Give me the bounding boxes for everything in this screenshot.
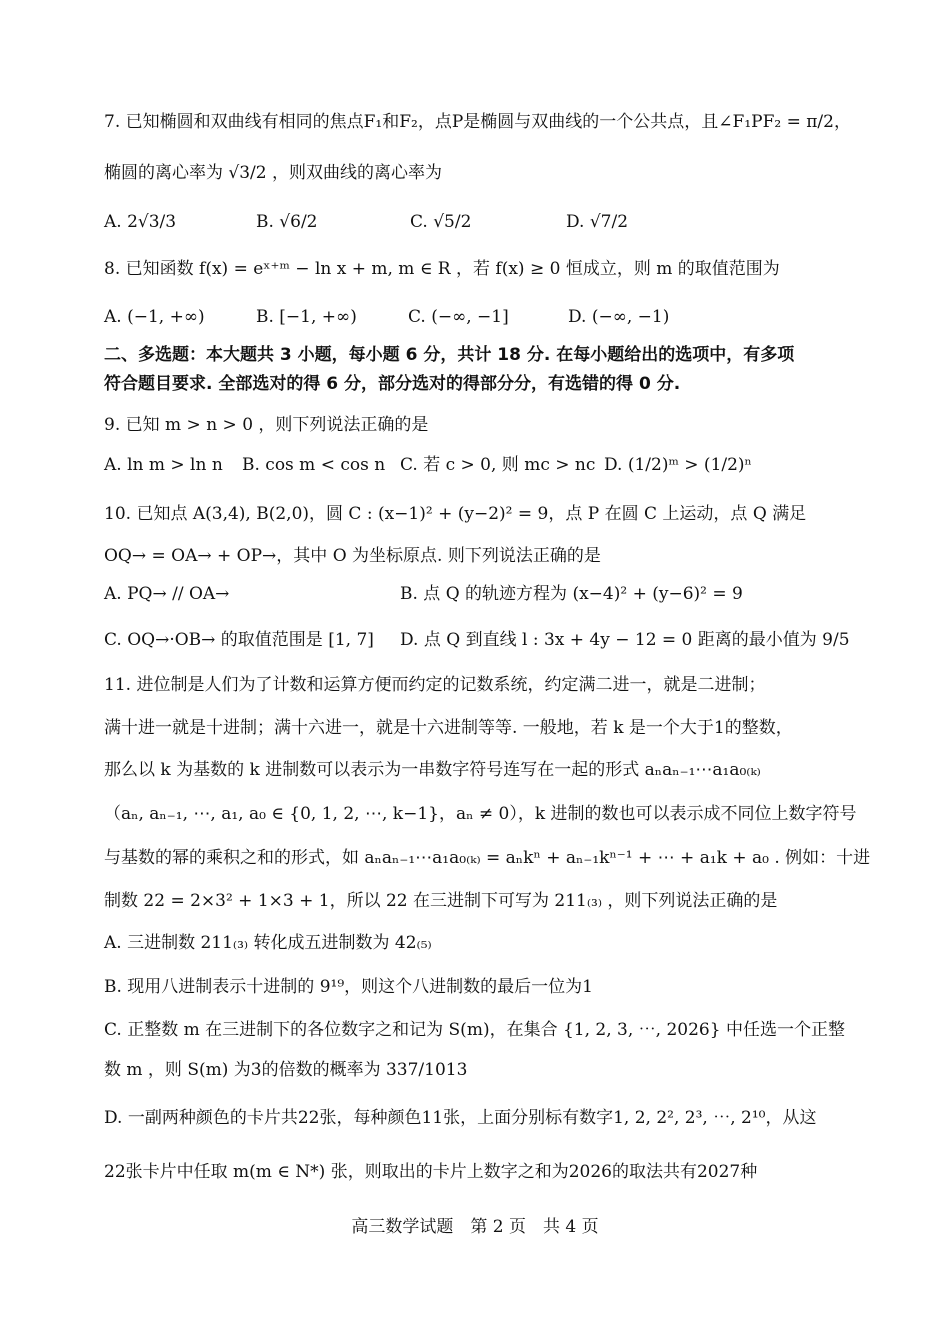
q10-stem-line1: 10. 已知点 A(3,4), B(2,0)，圆 C : (x−1)² + (y−2)² = 9，点 P 在圆 C 上运动，点 Q 满足	[104, 504, 807, 524]
q9-option-a: A. ln m > ln n	[104, 455, 223, 475]
q9-option-d: D. (1/2)ᵐ > (1/2)ⁿ	[604, 455, 752, 475]
q11-option-d-line1: D. 一副两种颜色的卡片共22张，每种颜色11张，上面分别标有数字1, 2, 2², 2³, ⋯, 2¹⁰，从这	[104, 1108, 817, 1128]
q11-option-d-line2: 22张卡片中任取 m(m ∈ N*) 张，则取出的卡片上数字之和为2026的取法共有2027种	[104, 1162, 758, 1182]
q7-stem-line1: 7. 已知椭圆和双曲线有相同的焦点F₁和F₂，点P是椭圆与双曲线的一个公共点，且∠F₁PF₂ = π/2，	[104, 112, 851, 132]
q10-stem-line2: OQ→ = OA→ + OP→，其中 O 为坐标原点. 则下列说法正确的是	[104, 546, 601, 566]
q7-option-a: A. 2√3/3	[104, 212, 177, 232]
q9-option-c: C. 若 c > 0, 则 mc > nc	[400, 455, 596, 475]
q11-option-b: B. 现用八进制表示十进制的 9¹⁹，则这个八进制数的最后一位为1	[104, 977, 593, 997]
q8-option-b: B. [−1, +∞)	[256, 307, 357, 327]
q8-option-d: D. (−∞, −1)	[568, 307, 670, 327]
q9-option-b: B. cos m < cos n	[242, 455, 386, 475]
q11-option-c-line2: 数 m ，则 S(m) 为3的倍数的概率为 337/1013	[104, 1060, 468, 1080]
q8-stem: 8. 已知函数 f(x) = eˣ⁺ᵐ − ln x + m, m ∈ R ，若 f(x) ≥ 0 恒成立，则 m 的取值范围为	[104, 259, 780, 279]
q9-stem: 9. 已知 m > n > 0 ，则下列说法正确的是	[104, 415, 429, 435]
q7-stem-line2: 椭圆的离心率为 √3/2 ，则双曲线的离心率为	[104, 163, 442, 183]
q7-option-c: C. √5/2	[410, 212, 472, 232]
q7-option-d: D. √7/2	[566, 212, 629, 232]
q8-option-c: C. (−∞, −1]	[408, 307, 509, 327]
q11-option-a: A. 三进制数 211₍₃₎ 转化成五进制数为 42₍₅₎	[104, 933, 432, 953]
q10-option-b: B. 点 Q 的轨迹方程为 (x−4)² + (y−6)² = 9	[400, 584, 743, 604]
q11-stem-line5: 与基数的幂的乘积之和的形式，如 aₙaₙ₋₁⋯a₁a₀₍ₖ₎ = aₙkⁿ + aₙ₋₁kⁿ⁻¹ + ⋯ + a₁k + a₀ . 例如：十进	[104, 848, 871, 868]
page-footer: 高三数学试题 第 2 页 共 4 页	[351, 1217, 599, 1237]
q7-option-b: B. √6/2	[256, 212, 318, 232]
q11-stem-line6: 制数 22 = 2×3² + 1×3 + 1，所以 22 在三进制下可写为 211₍₃₎ ，则下列说法正确的是	[104, 891, 778, 911]
q10-option-d: D. 点 Q 到直线 l : 3x + 4y − 12 = 0 距离的最小值为 9/5	[400, 630, 850, 650]
section2-line2: 符合题目要求. 全部选对的得 6 分，部分选对的得部分分，有选错的得 0 分.	[104, 374, 681, 394]
q11-stem-line3: 那么以 k 为基数的 k 进制数可以表示为一串数字符号连写在一起的形式 aₙaₙ₋₁⋯a₁a₀₍ₖ₎	[104, 760, 761, 780]
q11-stem-line2: 满十进一就是十进制；满十六进一，就是十六进制等等. 一般地，若 k 是一个大于1的整数，	[104, 718, 793, 738]
q10-option-a: A. PQ→ // OA→	[104, 584, 230, 604]
q10-option-c: C. OQ→·OB→ 的取值范围是 [1, 7]	[104, 630, 374, 650]
q11-stem-line4: （aₙ, aₙ₋₁, ⋯, a₁, a₀ ∈ {0, 1, 2, ⋯, k−1}，aₙ ≠ 0），k 进制的数也可以表示成不同位上数字符号	[104, 804, 857, 824]
q11-option-c-line1: C. 正整数 m 在三进制下的各位数字之和记为 S(m)，在集合 {1, 2, 3, ⋯, 2026} 中任选一个正整	[104, 1020, 845, 1040]
q11-stem-line1: 11. 进位制是人们为了计数和运算方便而约定的记数系统，约定满二进一，就是二进制；	[104, 675, 766, 695]
section2-line1: 二、多选题：本大题共 3 小题，每小题 6 分，共计 18 分. 在每小题给出的选项中，有多项	[104, 345, 795, 365]
q8-option-a: A. (−1, +∞)	[104, 307, 205, 327]
